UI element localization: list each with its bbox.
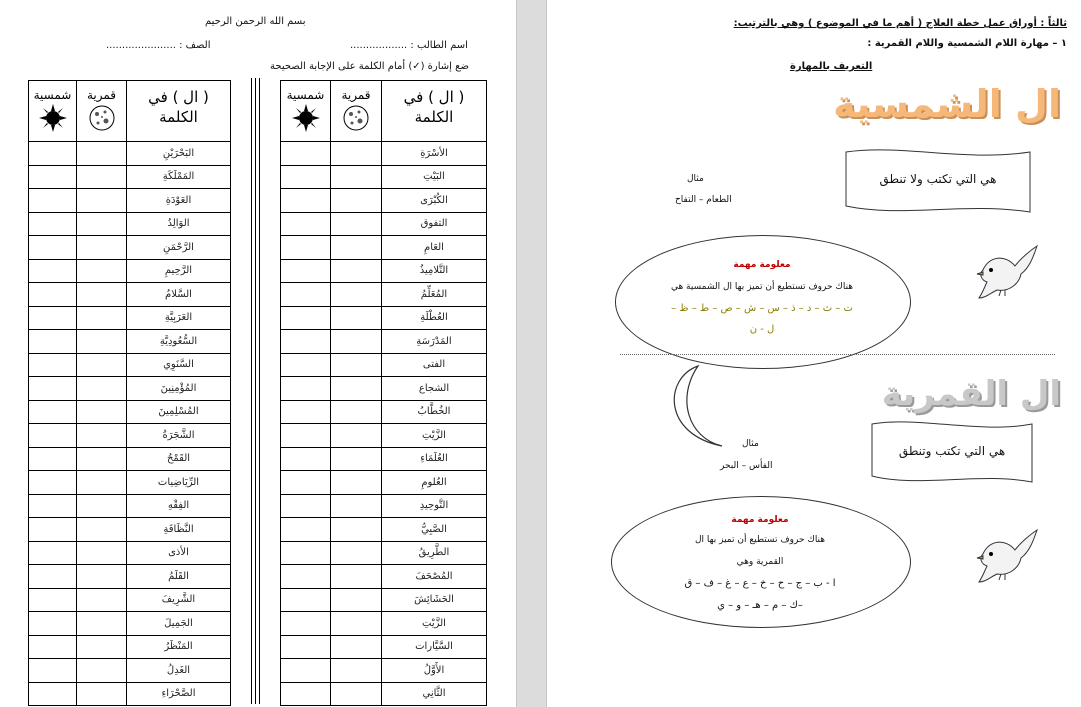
lunar-checkbox-cell[interactable] — [77, 353, 127, 377]
solar-checkbox-cell[interactable] — [281, 518, 331, 542]
table-row — [29, 142, 231, 166]
moon-title: ال القمرية — [881, 374, 1061, 414]
solar-header — [29, 81, 77, 142]
solar-checkbox-cell[interactable] — [29, 165, 77, 189]
lunar-checkbox-cell[interactable] — [77, 494, 127, 518]
table-row — [29, 165, 231, 189]
table-row — [29, 635, 231, 659]
table-row — [281, 518, 487, 542]
moon-icon — [341, 103, 371, 133]
word-cell: الصَّبِيُّ — [382, 518, 487, 542]
words-table-left — [28, 80, 231, 706]
word-header-label: ( ال ) في الكلمة — [148, 88, 209, 126]
table-row — [281, 189, 487, 213]
solar-checkbox-cell[interactable] — [281, 494, 331, 518]
table-row — [281, 541, 487, 565]
word-cell: الشَّرِيفَ — [127, 588, 231, 612]
lunar-checkbox-cell[interactable] — [331, 306, 382, 330]
moon-definition: هي التي تكتب وتنطق — [898, 444, 1006, 458]
bird-icon — [975, 244, 1041, 300]
table-row — [29, 565, 231, 589]
crescent-icon — [660, 364, 730, 450]
solar-checkbox-cell[interactable] — [281, 635, 331, 659]
solar-checkbox-cell[interactable] — [29, 142, 77, 166]
sun-info-title: معلومة مهمة — [733, 260, 791, 270]
solar-checkbox-cell[interactable] — [29, 659, 77, 683]
table-row — [29, 659, 231, 683]
lunar-checkbox-cell[interactable] — [77, 212, 127, 236]
lunar-header — [77, 81, 127, 142]
sun-icon — [38, 103, 68, 133]
lunar-checkbox-cell[interactable] — [77, 283, 127, 307]
solar-checkbox-cell[interactable] — [281, 424, 331, 448]
solar-checkbox-cell[interactable] — [281, 353, 331, 377]
lunar-checkbox-cell[interactable] — [331, 400, 382, 424]
moon-icon — [87, 103, 117, 133]
lunar-checkbox-cell[interactable] — [77, 400, 127, 424]
page-subheading: ١ – مهارة اللام الشمسية واللام القمرية : — [867, 38, 1067, 49]
solar-header — [281, 81, 331, 142]
word-cell: التَّلامِيذُ — [382, 259, 487, 283]
lunar-header-label: قمرية — [86, 88, 117, 102]
solar-checkbox-cell[interactable] — [281, 541, 331, 565]
lunar-checkbox-cell[interactable] — [77, 541, 127, 565]
table-divider — [251, 78, 252, 704]
word-cell: الجَمِيلَ — [127, 612, 231, 636]
word-cell: الكُبْرَى — [382, 189, 487, 213]
word-cell: السَّلامُ — [127, 283, 231, 307]
instruction: ضع إشارة (✓) أمام الكلمة على الإجابة الصحيحة — [270, 61, 469, 72]
solar-checkbox-cell[interactable] — [281, 682, 331, 706]
table-row — [29, 259, 231, 283]
word-header — [127, 81, 231, 142]
lunar-checkbox-cell[interactable] — [331, 588, 382, 612]
lunar-checkbox-cell[interactable] — [331, 682, 382, 706]
solar-checkbox-cell[interactable] — [29, 518, 77, 542]
table-row — [29, 471, 231, 495]
lunar-checkbox-cell[interactable] — [77, 330, 127, 354]
lunar-checkbox-cell[interactable] — [331, 424, 382, 448]
table-row — [29, 353, 231, 377]
lunar-checkbox-cell[interactable] — [77, 635, 127, 659]
solar-checkbox-cell[interactable] — [29, 424, 77, 448]
word-cell: الثَّانِي — [382, 682, 487, 706]
bird-icon — [975, 528, 1041, 584]
word-cell: القَلَمُ — [127, 565, 231, 589]
lunar-checkbox-cell[interactable] — [77, 142, 127, 166]
solar-checkbox-cell[interactable] — [29, 588, 77, 612]
solar-checkbox-cell[interactable] — [281, 212, 331, 236]
table-row — [29, 424, 231, 448]
table-row — [29, 189, 231, 213]
word-cell: الزَّيْتِ — [382, 612, 487, 636]
word-header — [382, 81, 487, 142]
lesson-page — [547, 0, 1081, 707]
moon-letters-line1: ا - ب – ج – ح – خ – ع – غ – ف – ق — [684, 578, 836, 589]
word-cell: العَوْدَةِ — [127, 189, 231, 213]
solar-checkbox-cell[interactable] — [281, 447, 331, 471]
table-row — [281, 142, 487, 166]
table-row — [281, 377, 487, 401]
page-gap — [516, 0, 547, 707]
word-cell: البَيْتِ — [382, 165, 487, 189]
solar-checkbox-cell[interactable] — [281, 306, 331, 330]
definition-label: التعريف بالمهارة — [790, 61, 873, 72]
word-cell: المُعَلِّمُ — [382, 283, 487, 307]
solar-checkbox-cell[interactable] — [29, 212, 77, 236]
lunar-checkbox-cell[interactable] — [77, 612, 127, 636]
table-row — [29, 377, 231, 401]
solar-checkbox-cell[interactable] — [29, 682, 77, 706]
lunar-checkbox-cell[interactable] — [331, 494, 382, 518]
table-row — [281, 400, 487, 424]
table-row — [281, 353, 487, 377]
solar-checkbox-cell[interactable] — [29, 612, 77, 636]
solar-checkbox-cell[interactable] — [281, 236, 331, 260]
word-cell: العُلَمَاءِ — [382, 447, 487, 471]
word-cell: السَّنَوِي — [127, 353, 231, 377]
table-row — [281, 424, 487, 448]
word-cell: النَّظَافَةِ — [127, 518, 231, 542]
word-cell: القَمْحُ — [127, 447, 231, 471]
lunar-checkbox-cell[interactable] — [331, 236, 382, 260]
lunar-checkbox-cell[interactable] — [331, 471, 382, 495]
solar-checkbox-cell[interactable] — [281, 189, 331, 213]
moon-example-label: مثال — [742, 439, 759, 449]
solar-checkbox-cell[interactable] — [281, 471, 331, 495]
moon-example: الفأس – البحر — [720, 461, 773, 471]
solar-checkbox-cell[interactable] — [29, 353, 77, 377]
student-name-label: اسم الطالب : .................. — [350, 40, 468, 51]
solar-checkbox-cell[interactable] — [29, 565, 77, 589]
table-row — [281, 447, 487, 471]
sun-definition: هي التي تكتب ولا تنطق — [879, 172, 997, 186]
lunar-checkbox-cell[interactable] — [77, 236, 127, 260]
word-cell: العُلومِ — [382, 471, 487, 495]
lunar-checkbox-cell[interactable] — [331, 377, 382, 401]
word-cell: الشجاع — [382, 377, 487, 401]
solar-checkbox-cell[interactable] — [29, 306, 77, 330]
solar-checkbox-cell[interactable] — [29, 330, 77, 354]
lunar-checkbox-cell[interactable] — [77, 518, 127, 542]
word-cell: التفوق — [382, 212, 487, 236]
lunar-checkbox-cell[interactable] — [331, 565, 382, 589]
word-cell: السَّيَّارات — [382, 635, 487, 659]
word-cell: الشَّجَرَةُ — [127, 424, 231, 448]
table-row — [281, 236, 487, 260]
sun-example: الطعام – التفاح — [675, 195, 732, 205]
table-row — [281, 212, 487, 236]
word-cell: الزَّيْتِ — [382, 424, 487, 448]
sun-letters-line2: ل - ن — [749, 324, 775, 335]
solar-checkbox-cell[interactable] — [281, 400, 331, 424]
table-row — [281, 588, 487, 612]
lunar-checkbox-cell[interactable] — [77, 447, 127, 471]
table-row — [281, 471, 487, 495]
word-cell: الأذى — [127, 541, 231, 565]
solar-checkbox-cell[interactable] — [281, 142, 331, 166]
lunar-checkbox-cell[interactable] — [77, 424, 127, 448]
solar-checkbox-cell[interactable] — [29, 283, 77, 307]
moon-info-text-line2: القمرية وهي — [736, 557, 784, 567]
lunar-checkbox-cell[interactable] — [331, 189, 382, 213]
solar-checkbox-cell[interactable] — [281, 377, 331, 401]
table-row — [29, 212, 231, 236]
table-row — [281, 494, 487, 518]
word-cell: الغَدِلُ — [127, 659, 231, 683]
table-row — [281, 612, 487, 636]
table-row — [29, 236, 231, 260]
word-cell: الفتى — [382, 353, 487, 377]
table-row — [29, 612, 231, 636]
lunar-checkbox-cell[interactable] — [77, 377, 127, 401]
table-row — [29, 447, 231, 471]
table-row — [281, 635, 487, 659]
word-cell: الأسْرَةِ — [382, 142, 487, 166]
lunar-checkbox-cell[interactable] — [331, 330, 382, 354]
lunar-checkbox-cell[interactable] — [77, 682, 127, 706]
table-row — [281, 306, 487, 330]
lunar-checkbox-cell[interactable] — [77, 189, 127, 213]
table-row — [29, 682, 231, 706]
word-cell: الوَالِدُ — [127, 212, 231, 236]
word-cell: الرِّيَاضِيات — [127, 471, 231, 495]
worksheet-page — [0, 0, 516, 707]
sun-info-bubble — [615, 235, 911, 369]
solar-checkbox-cell[interactable] — [281, 565, 331, 589]
lunar-checkbox-cell[interactable] — [331, 447, 382, 471]
word-cell: الأَوَّلُ — [382, 659, 487, 683]
lunar-checkbox-cell[interactable] — [331, 635, 382, 659]
sun-icon — [291, 103, 321, 133]
moon-info-title: معلومة مهمة — [731, 515, 789, 525]
basmala: بسم الله الرحمن الرحيم — [205, 16, 306, 27]
table-divider — [259, 78, 260, 704]
lunar-checkbox-cell[interactable] — [331, 612, 382, 636]
word-cell: البَحْرَيْنِ — [127, 142, 231, 166]
solar-checkbox-cell[interactable] — [29, 259, 77, 283]
table-divider — [255, 78, 256, 704]
solar-checkbox-cell[interactable] — [29, 447, 77, 471]
word-header-label: ( ال ) في الكلمة — [403, 88, 465, 126]
lunar-checkbox-cell[interactable] — [77, 565, 127, 589]
solar-checkbox-cell[interactable] — [29, 400, 77, 424]
solar-checkbox-cell[interactable] — [29, 189, 77, 213]
moon-info-text-line1: هناك حروف تستطيع أن تميز بها ال — [694, 535, 826, 545]
page-heading: ثالثاً : أوراق عمل خطة العلاج ( أهم ما في الموضوع ) وهي بالترتيب: — [733, 18, 1067, 29]
word-cell: التَّوحِيدِ — [382, 494, 487, 518]
table-row — [29, 541, 231, 565]
word-cell: العَامِ — [382, 236, 487, 260]
word-cell: المُسْلِمِينَ — [127, 400, 231, 424]
word-cell: الخُطَّابُ — [382, 400, 487, 424]
word-cell: الصَّحْرَاءِ — [127, 682, 231, 706]
table-row — [29, 494, 231, 518]
table-row — [281, 565, 487, 589]
lunar-checkbox-cell[interactable] — [77, 659, 127, 683]
word-cell: المُصْحَفَ — [382, 565, 487, 589]
solar-checkbox-cell[interactable] — [29, 471, 77, 495]
moon-letters-line2: –ك – م – هـ – و – ي — [717, 600, 803, 611]
section-divider — [620, 354, 1055, 355]
lunar-checkbox-cell[interactable] — [331, 212, 382, 236]
lunar-checkbox-cell[interactable] — [331, 518, 382, 542]
table-row — [29, 518, 231, 542]
solar-checkbox-cell[interactable] — [29, 635, 77, 659]
solar-header-label: شمسية — [286, 88, 325, 102]
table-row — [29, 306, 231, 330]
lunar-header-label: قمرية — [341, 88, 371, 102]
solar-checkbox-cell[interactable] — [29, 541, 77, 565]
solar-checkbox-cell[interactable] — [281, 588, 331, 612]
solar-checkbox-cell[interactable] — [29, 494, 77, 518]
lunar-checkbox-cell[interactable] — [77, 471, 127, 495]
table-row — [29, 588, 231, 612]
word-cell: الطَّرِيقُ — [382, 541, 487, 565]
word-cell: المُؤْمِنِينَ — [127, 377, 231, 401]
lunar-checkbox-cell[interactable] — [331, 541, 382, 565]
solar-checkbox-cell[interactable] — [281, 165, 331, 189]
word-cell: العَرَبِيَّةِ — [127, 306, 231, 330]
solar-checkbox-cell[interactable] — [29, 377, 77, 401]
lunar-checkbox-cell[interactable] — [77, 259, 127, 283]
table-row — [29, 330, 231, 354]
lunar-checkbox-cell[interactable] — [331, 259, 382, 283]
sun-info-text: هناك حروف تستطيع أن تميز بها ال الشمسية هي — [670, 282, 854, 292]
solar-checkbox-cell[interactable] — [281, 283, 331, 307]
table-row — [281, 259, 487, 283]
table-row — [281, 165, 487, 189]
word-cell: الرَّحْمَنِ — [127, 236, 231, 260]
lunar-checkbox-cell[interactable] — [77, 588, 127, 612]
lunar-checkbox-cell[interactable] — [331, 165, 382, 189]
table-row — [281, 330, 487, 354]
table-row — [29, 400, 231, 424]
table-row — [281, 283, 487, 307]
word-cell: المَمْلَكَةِ — [127, 165, 231, 189]
class-label: الصف : ...................... — [106, 40, 211, 51]
lunar-header — [331, 81, 382, 142]
lunar-checkbox-cell[interactable] — [331, 353, 382, 377]
table-row — [281, 659, 487, 683]
words-table-right — [280, 80, 487, 706]
solar-header-label: شمسية — [33, 88, 72, 102]
word-cell: الفِقْهِ — [127, 494, 231, 518]
solar-checkbox-cell[interactable] — [281, 659, 331, 683]
lunar-checkbox-cell[interactable] — [331, 659, 382, 683]
lunar-checkbox-cell[interactable] — [331, 142, 382, 166]
word-cell: العُطْلَةِ — [382, 306, 487, 330]
solar-checkbox-cell[interactable] — [281, 259, 331, 283]
solar-checkbox-cell[interactable] — [29, 236, 77, 260]
table-row — [29, 283, 231, 307]
sun-letters-line1: ت – ث – د – ذ – س – ش – ص – ط – ظ – — [671, 303, 853, 314]
word-cell: المَنْظَرُ — [127, 635, 231, 659]
word-cell: الحَشَائِشَ — [382, 588, 487, 612]
word-cell: السُّعُودِيَّةِ — [127, 330, 231, 354]
table-row — [281, 682, 487, 706]
word-cell: الرَّحِيمِ — [127, 259, 231, 283]
lunar-checkbox-cell[interactable] — [77, 165, 127, 189]
sun-example-label: مثال — [687, 174, 704, 184]
lunar-checkbox-cell[interactable] — [77, 306, 127, 330]
lunar-checkbox-cell[interactable] — [331, 283, 382, 307]
word-cell: المَدْرَسَةِ — [382, 330, 487, 354]
solar-checkbox-cell[interactable] — [281, 330, 331, 354]
sun-title: ال الشمسية — [833, 82, 1061, 126]
solar-checkbox-cell[interactable] — [281, 612, 331, 636]
